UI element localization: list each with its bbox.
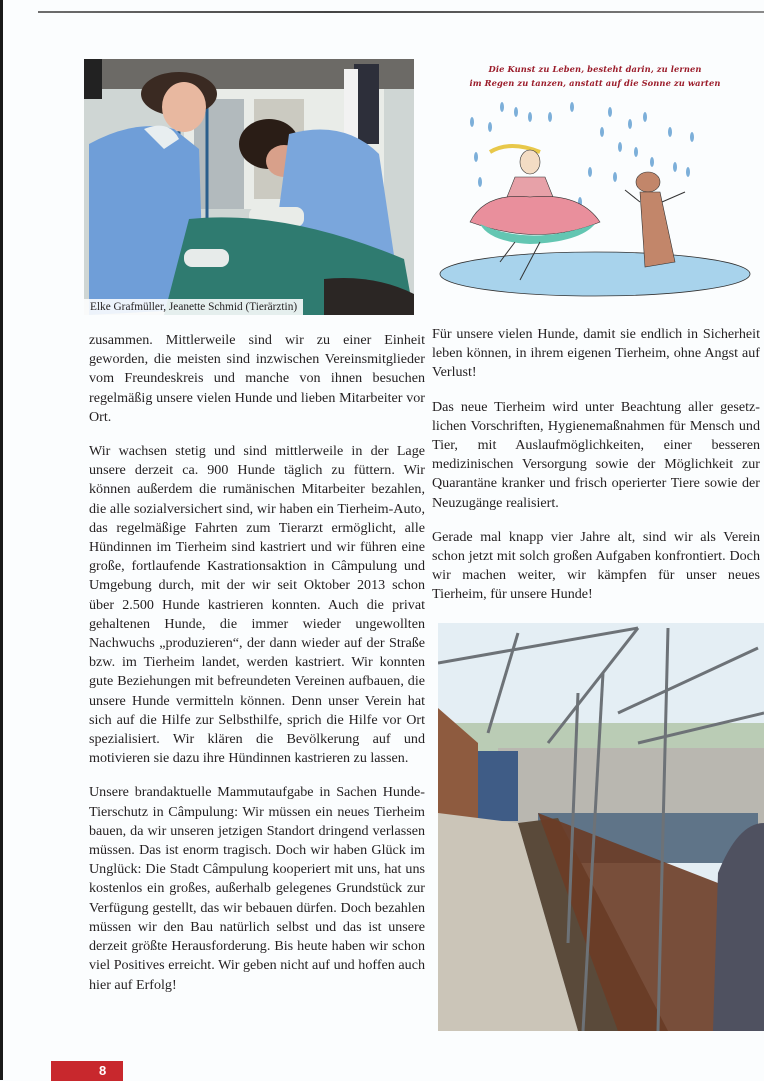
paragraph: Für unsere vielen Hunde, damit sie endlich in Sicherheit leben können, in ihrem eigenen Tierheim, ohne Angst auf Verlust! bbox=[432, 326, 760, 381]
article-left-column bbox=[89, 331, 425, 1010]
photo-caption: Elke Grafmüller, Jeanette Schmid (Tierärztin) bbox=[84, 299, 303, 315]
paragraph: Gerade mal knapp vier Jahre alt, sind wir als Verein schon jetzt mit solch großen Aufgaben konfrontiert. Doch wir machen weiter, wir kämpfen für unser neues Tierheim, für unsere Hunde! bbox=[432, 528, 760, 603]
scan-edge bbox=[0, 0, 3, 1080]
surgery-photo-image bbox=[84, 59, 414, 315]
illustration-drawing bbox=[430, 52, 760, 307]
header-rule bbox=[38, 11, 764, 13]
kennel-photo bbox=[438, 623, 764, 1031]
paragraph: Unsere brandaktuelle Mammutaufgabe in Sachen Hunde-Tierschutz in Câmpulung: Wir müssen ein neues Tierheim bauen, da wir unseren jetzigen Standort dringend verlassen müssen. Das ist enorm tragisch. Doch wir haben Glück im Unglück: Die Stadt Câmpulung kooperiert mit uns, hat uns kostenlos ein großes, außerhalb gelegenes Grundstück zur Verfügung gestellt, das wir bebauen dürfen. Doch bezahlen müssen wir den Bau natürlich selbst und das ist unsere derzeit größte Herausforderung. Bis heute haben wir schon viel Positives erreicht. Wir geben nicht auf und hoffen auch hier auf Erfolg! bbox=[89, 784, 425, 993]
rain-dance-illustration bbox=[430, 52, 760, 307]
quote-line-1: Die Kunst zu Leben, besteht darin, zu lernen bbox=[488, 64, 702, 74]
paragraph: Wir wachsen stetig und sind mittlerweile in der Lage unsere derzeit ca. 900 Hunde täglich zu füttern. Wir können außerdem die rumänischen Mitarbeiter bezahlen, die alle sozialversichert sind, wir haben ein Tierheim-Auto, das regelmäßige Fahrten zum Tierarzt ermöglicht, alle Hündinnen im Tierheim sind kastriert und wir führen eine große, fortlaufende Kastrationsaktion in Câmpulung und Umgebung durch, mit der wir seit Oktober 2013 schon über 2.500 Hunde kastrieren konnten. Auch die privat gehaltenen Hunde, die immer wieder ungewollten Nachwuchs „produzieren“, der dann wieder auf der Straße bzw. im Tierheim landet, werden kastriert. Wir konnten gute Beziehungen mit befreundeten Vereinen aufbauen, die unsere Hunde vermitteln können. Denn unser Verein hat sich auf die Hilfe zur Selbsthilfe, sprich die Hilfe vor Ort spezialisiert. Wir klären die Bevölkerung auf und motivieren sie dazu ihre Hündinnen kastrieren zu lassen. bbox=[89, 443, 425, 767]
page-number: 8 bbox=[99, 1063, 107, 1078]
paragraph: zusammen. Mittlerweile sind wir zu einer Einheit geworden, die meisten sind inzwischen Vereinsmitglieder vom Freundeskreis und manche von ihnen besuchen regelmäßig unsere vielen Hunde und lieben Mitarbeiter vor Ort. bbox=[89, 332, 425, 425]
paragraph: Das neue Tierheim wird unter Beachtung aller gesetzlichen Vorschriften, Hygienemaßnahmen für Mensch und Tier, mit Auslaufmöglichkeiten, einer besseren medizinischen Versorgung sowie der Möglichkeit zur Quarantäne kranker und frisch operierter Tiere sowie der Neuzugänge realisiert. bbox=[432, 398, 760, 511]
quote-line-2: im Regen zu tanzen, anstatt auf die Sonne zu warten bbox=[469, 78, 721, 88]
surgery-photo bbox=[84, 59, 414, 315]
page-number-badge bbox=[51, 1061, 123, 1081]
kennel-photo-image bbox=[438, 623, 764, 1031]
article-right-column bbox=[432, 325, 760, 620]
